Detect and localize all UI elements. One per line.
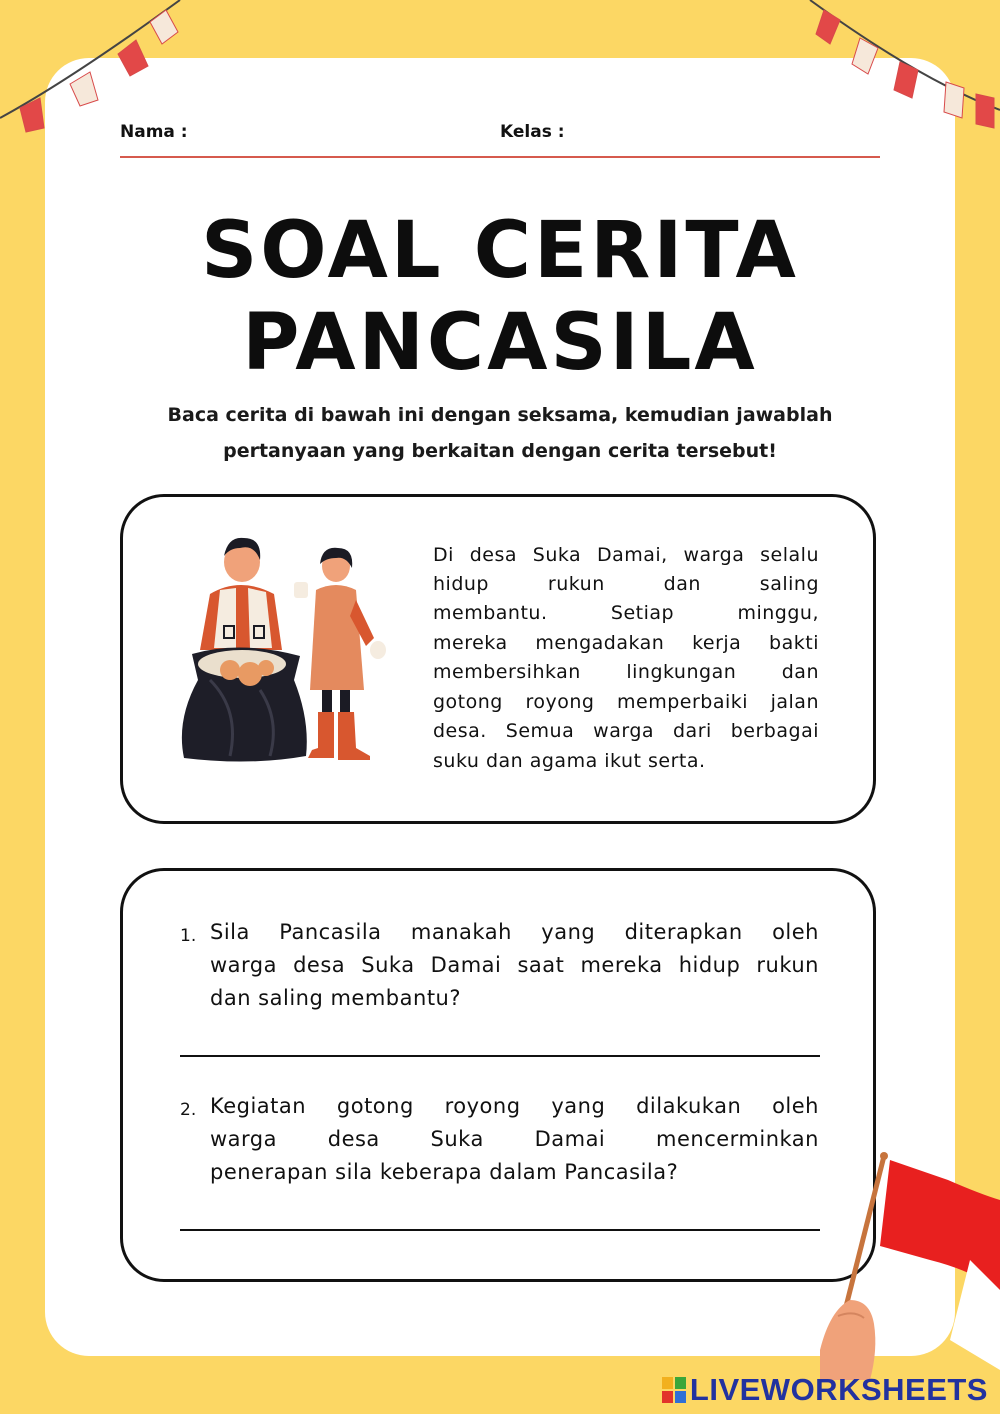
story-line-1: Di desa Suka Damai, warga selalu — [433, 544, 819, 566]
question-1-number: 1. — [180, 926, 197, 946]
kelas-label: Kelas : — [500, 122, 565, 142]
question-1-line-3: dan saling membantu? — [210, 986, 462, 1010]
question-2-number: 2. — [180, 1100, 197, 1120]
story-line-8: suku dan agama ikut serta. — [433, 750, 706, 772]
question-1-line-1: Sila Pancasila manakah yang diterapkan oleh — [210, 920, 819, 944]
instruction-line-2: pertanyaan yang berkaitan dengan cerita tersebut! — [223, 440, 777, 462]
instruction-line-1: Baca cerita di bawah ini dengan seksama, kemudian jawablah — [167, 404, 833, 426]
page-title-line-1: SOAL CERITA — [201, 206, 799, 296]
liveworksheets-logo-icon — [662, 1377, 686, 1403]
nama-label: Nama : — [120, 122, 188, 142]
story-line-4: mereka mengadakan kerja bakti — [433, 632, 819, 654]
cleanup-volunteers-illustration — [170, 530, 400, 780]
question-2-line-3: penerapan sila keberapa dalam Pancasila? — [210, 1160, 679, 1184]
indonesian-flag-hand-illustration — [820, 1140, 1000, 1380]
story-line-2: hidup rukun dan saling — [433, 573, 819, 595]
page-title-line-2: PANCASILA — [242, 298, 758, 388]
story-line-6: gotong royong memperbaiki jalan — [433, 691, 819, 713]
liveworksheets-logo — [662, 1372, 988, 1408]
story-line-3: membantu. Setiap minggu, — [433, 602, 819, 624]
answer-line-2[interactable] — [180, 1229, 820, 1231]
header-divider — [120, 156, 880, 158]
story-line-7: desa. Semua warga dari berbagai — [433, 720, 819, 742]
answer-line-1[interactable] — [180, 1055, 820, 1057]
story-line-5: membersihkan lingkungan dan — [433, 661, 819, 683]
question-2-line-1: Kegiatan gotong royong yang dilakukan oleh — [210, 1094, 819, 1118]
question-2-line-2: warga desa Suka Damai mencerminkan — [210, 1127, 819, 1151]
brand-name: LIVEWORKSHEETS — [689, 1372, 988, 1407]
question-1-line-2: warga desa Suka Damai saat mereka hidup rukun — [210, 953, 819, 977]
